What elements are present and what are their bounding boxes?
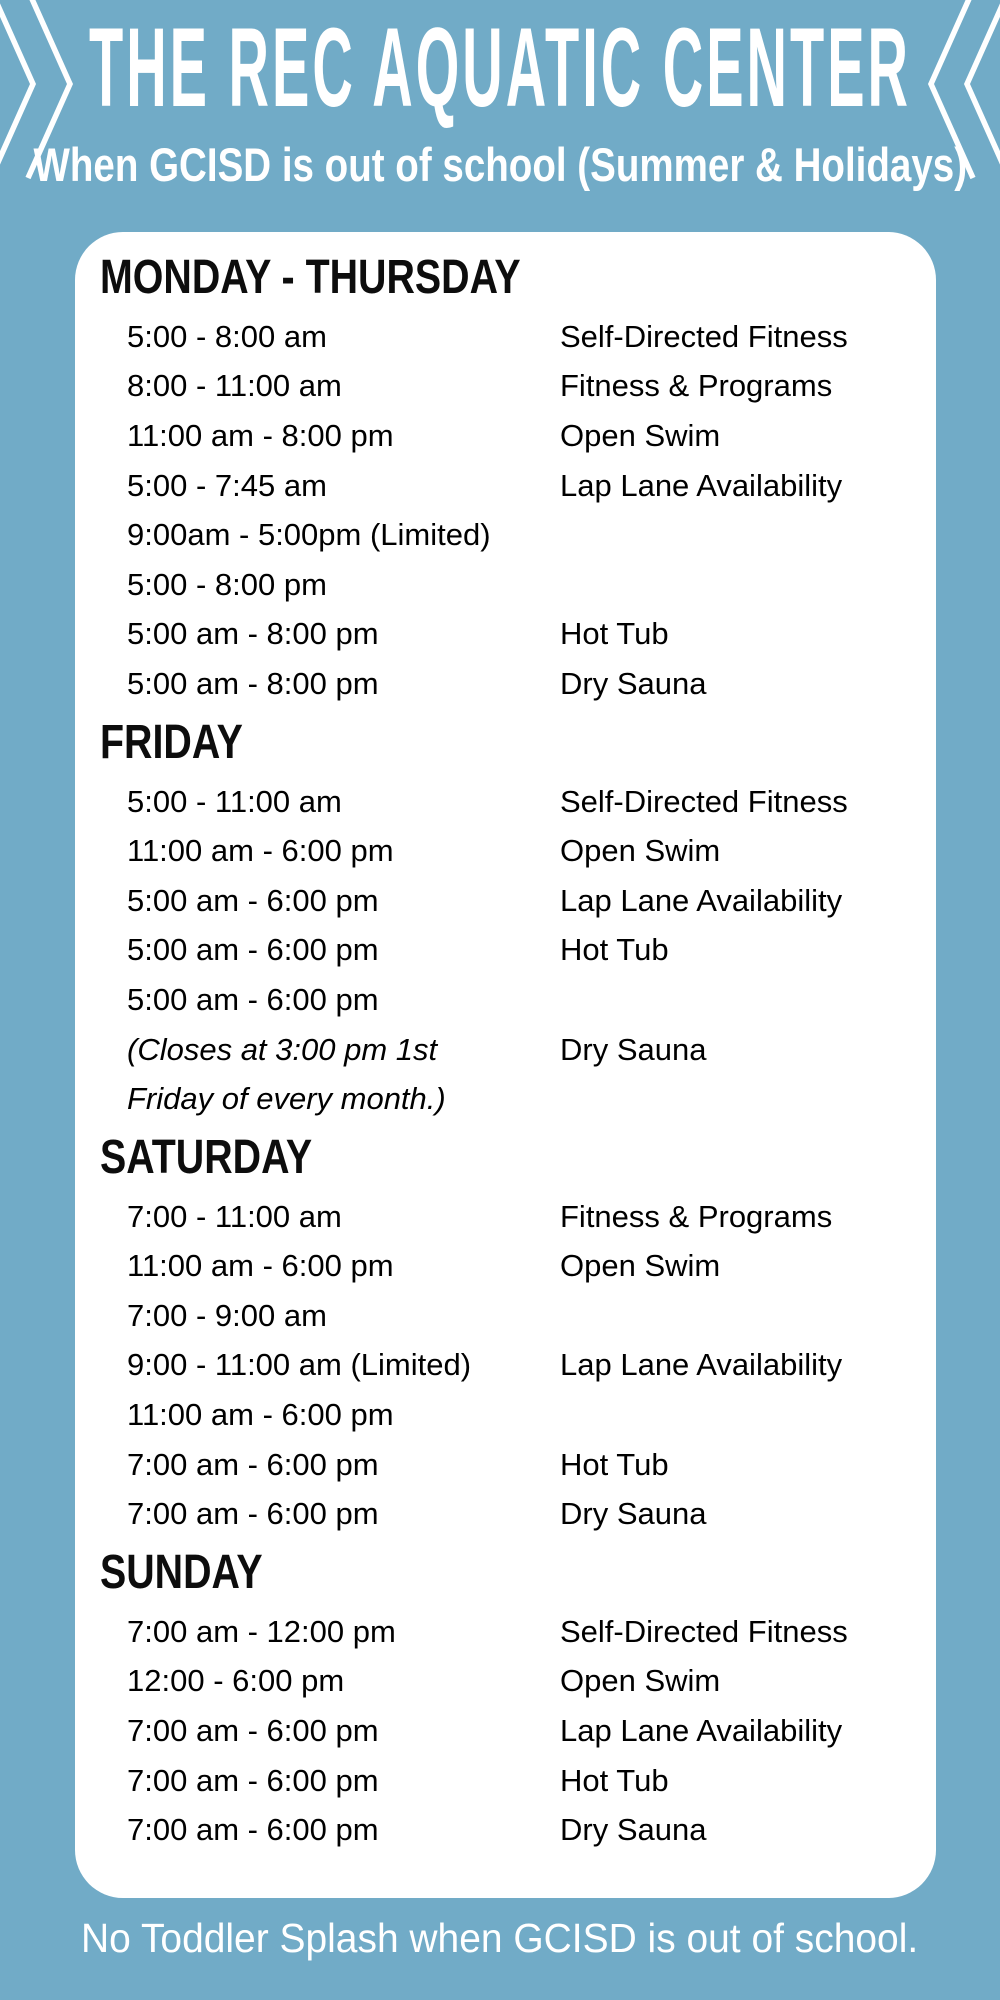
row-activity: Hot Tub: [560, 1446, 669, 1482]
poster-subtitle: When GCISD is out of school (Summer & Holidays): [33, 138, 967, 191]
poster-title: THE REC AQUATIC CENTER: [89, 5, 911, 130]
row-time: 7:00 am - 12:00 pm: [127, 1613, 396, 1649]
row-time: (Closes at 3:00 pm 1st: [127, 1031, 438, 1067]
schedule-row: [75, 1025, 936, 1075]
schedule-row: [75, 975, 936, 1025]
row-activity: Open Swim: [560, 1248, 721, 1284]
schedule-row: [75, 610, 936, 660]
row-time: 5:00 am - 6:00 pm: [127, 932, 379, 968]
schedule-row: [75, 926, 936, 976]
row-time: 5:00 am - 6:00 pm: [127, 981, 379, 1017]
row-activity: Open Swim: [560, 833, 721, 869]
row-time: 9:00 - 11:00 am (Limited): [127, 1347, 472, 1383]
row-time: 7:00 - 11:00 am: [127, 1198, 342, 1234]
schedule-row: [75, 1192, 936, 1242]
row-time: 11:00 am - 8:00 pm: [127, 417, 394, 453]
schedule-row: [75, 312, 936, 362]
row-time: 7:00 am - 6:00 pm: [127, 1713, 379, 1749]
row-activity: Lap Lane Availability: [560, 882, 843, 918]
row-activity: Dry Sauna: [560, 665, 707, 701]
schedule-row: [75, 1440, 936, 1490]
schedule-row: [75, 461, 936, 511]
row-activity: Hot Tub: [560, 1762, 669, 1798]
row-activity: Open Swim: [560, 417, 721, 453]
schedule-row: [75, 876, 936, 926]
day-heading: FRIDAY: [100, 715, 243, 769]
row-time: 5:00 - 8:00 pm: [127, 566, 327, 602]
row-time: 9:00am - 5:00pm (Limited): [127, 517, 491, 553]
row-activity: Dry Sauna: [560, 1812, 707, 1848]
schedule-row: [75, 1291, 936, 1341]
header-banner: [0, 0, 1000, 232]
footer-note: No Toddler Splash when GCISD is out of school.: [81, 1915, 919, 1961]
schedule-row: [75, 1657, 936, 1707]
schedule-row: [75, 1706, 936, 1756]
row-activity: Dry Sauna: [560, 1496, 707, 1532]
row-time: 7:00 am - 6:00 pm: [127, 1446, 379, 1482]
row-time: 11:00 am - 6:00 pm: [127, 833, 394, 869]
schedule-row: [75, 1607, 936, 1657]
schedule-card: [75, 232, 936, 1898]
schedule-row: [75, 777, 936, 827]
row-activity: Lap Lane Availability: [560, 1347, 843, 1383]
schedule-row: [75, 1489, 936, 1539]
row-time: 7:00 - 9:00 am: [127, 1297, 327, 1333]
schedule-row: [75, 659, 936, 709]
row-activity: Fitness & Programs: [560, 368, 833, 404]
row-time: 5:00 - 8:00 am: [127, 318, 327, 354]
schedule-row: [75, 411, 936, 461]
row-activity: Open Swim: [560, 1663, 721, 1699]
row-time: 5:00 am - 8:00 pm: [127, 616, 379, 652]
row-time: Friday of every month.): [127, 1081, 446, 1117]
row-time: 5:00 am - 8:00 pm: [127, 665, 379, 701]
row-activity: Dry Sauna: [560, 1031, 707, 1067]
schedule-row: [75, 826, 936, 876]
row-activity: Self-Directed Fitness: [560, 1613, 848, 1649]
schedule-row: [75, 362, 936, 412]
row-time: 11:00 am - 6:00 pm: [127, 1397, 394, 1433]
row-activity: Lap Lane Availability: [560, 1713, 843, 1749]
row-time: 7:00 am - 6:00 pm: [127, 1812, 379, 1848]
row-activity: Self-Directed Fitness: [560, 318, 848, 354]
schedule-row: [75, 1242, 936, 1292]
day-heading: SATURDAY: [100, 1130, 313, 1184]
schedule-row: [75, 1756, 936, 1806]
row-time: 8:00 - 11:00 am: [127, 368, 342, 404]
row-time: 5:00 - 11:00 am: [127, 783, 342, 819]
day-heading: MONDAY - THURSDAY: [100, 251, 521, 304]
schedule-row: [75, 510, 936, 560]
row-time: 12:00 - 6:00 pm: [127, 1663, 345, 1699]
row-activity: Hot Tub: [560, 932, 669, 968]
schedule-row: [75, 1074, 936, 1124]
row-time: 7:00 am - 6:00 pm: [127, 1496, 379, 1532]
schedule-row: [75, 1390, 936, 1440]
row-time: 5:00 - 7:45 am: [127, 467, 327, 503]
row-time: 7:00 am - 6:00 pm: [127, 1762, 379, 1798]
row-activity: Hot Tub: [560, 616, 669, 652]
row-time: 5:00 am - 6:00 pm: [127, 882, 379, 918]
row-time: 11:00 am - 6:00 pm: [127, 1248, 394, 1284]
day-heading: SUNDAY: [100, 1546, 263, 1600]
schedule-row: [75, 560, 936, 610]
row-activity: Self-Directed Fitness: [560, 783, 848, 819]
row-activity: Fitness & Programs: [560, 1198, 833, 1234]
row-activity: Lap Lane Availability: [560, 467, 843, 503]
schedule-row: [75, 1805, 936, 1855]
schedule-row: [75, 1341, 936, 1391]
